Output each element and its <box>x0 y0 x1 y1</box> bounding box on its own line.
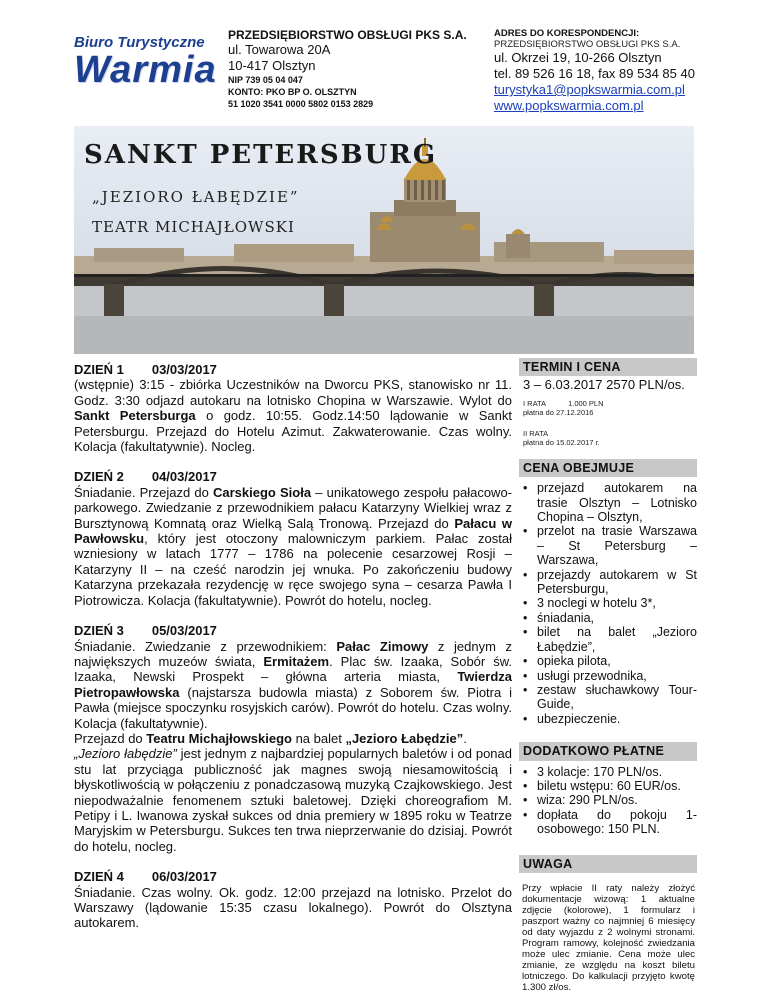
day-description: Śniadanie. Czas wolny. Ok. godz. 12:00 przejazd na lotnisko. Przelot do Warszawy (lądowanie 15:35 czasu lokalnego). Powrót do Olsztyna autokarem. <box>74 884 512 931</box>
list-item: • usługi przewodnika, <box>519 669 697 683</box>
day-label: DZIEŃ 2 <box>74 469 124 485</box>
includes-list <box>519 481 697 726</box>
day-1 <box>74 362 512 454</box>
day-2 <box>74 469 512 608</box>
extras-header: DODATKOWO PŁATNE <box>519 742 697 760</box>
extras-list <box>519 765 697 837</box>
company-logo <box>74 34 222 104</box>
correspondence-phone: tel. 89 526 16 18, fax 89 534 85 40 <box>494 66 695 81</box>
day-4 <box>74 869 512 931</box>
list-item: • opieka pilota, <box>519 654 697 668</box>
day-heading <box>74 869 512 884</box>
installment-2: II RATA płatna do 15.02.2017 r. <box>523 428 600 447</box>
list-item: • bilet na balet „Jezioro Łabędzie”, <box>519 625 697 654</box>
day-heading <box>74 362 512 377</box>
term-value: 3 – 6.03.2017 2570 PLN/os. <box>523 377 685 393</box>
correspondence-address <box>494 28 754 114</box>
list-item: • 3 kolacje: 170 PLN/os. <box>519 765 697 779</box>
list-item: • zestaw słuchawkowy Tour-Guide, <box>519 683 697 712</box>
banner-subtitle-ballet: „JEZIORO ŁABĘDZIE” <box>92 188 300 206</box>
list-item: • ubezpieczenie. <box>519 712 697 726</box>
day-heading <box>74 623 512 638</box>
logo-top-text: Biuro Turystyczne <box>74 34 205 51</box>
list-item: • dopłata do pokoju 1-osobowego: 150 PLN. <box>519 808 697 837</box>
includes-header: CENA OBEJMUJE <box>519 459 697 477</box>
day-date: 04/03/2017 <box>151 469 217 485</box>
day-label: DZIEŃ 4 <box>74 869 124 885</box>
logo-main-text: Warmia <box>74 49 217 91</box>
company-info <box>228 28 498 110</box>
term-header: TERMIN I CENA <box>519 358 697 376</box>
day-label: DZIEŃ 1 <box>74 362 124 377</box>
correspondence-header: ADRES DO KORESPONDENCJI: <box>494 28 640 39</box>
company-nip: NIP 739 05 04 047 <box>228 75 303 85</box>
day-3 <box>74 623 512 854</box>
banner-subtitle-theatre: TEATR MICHAJŁOWSKI <box>92 218 295 236</box>
day-date: 03/03/2017 <box>151 362 217 377</box>
banner-image <box>74 126 694 354</box>
list-item: • 3 noclegi w hotelu 3*, <box>519 596 697 610</box>
list-item: • przejazd autokarem na trasie Olsztyn – Lotnisko Chopina – Olsztyn, <box>519 481 697 524</box>
list-item: • wiza: 290 PLN/os. <box>519 793 697 807</box>
installment-1: I RATA 1.000 PLN płatna do 27.12.2016 <box>523 398 604 417</box>
list-item: • śniadania, <box>519 611 697 625</box>
email-link[interactable]: turystyka1@popkswarmia.com.pl <box>494 82 685 97</box>
warning-text: Przy wpłacie II raty należy złożyć dokumentacje wizową: 1 aktualne zdjęcie (kolorowe), 1 formularz i paszport ważny co najmniej 6 miesięcy od daty wyjazdu z 2 wolnymi stronami. Program ramowy, kolejność zwiedzania może ulec zmianie. Cena może ulec zmianie, ze względu na koszt biletu lotniczego. Do kalkulacji przyjęto kwotę 1.300 zł/os. <box>522 882 695 993</box>
day-description: Śniadanie. Przejazd do Carskiego Sioła – unikatowego zespołu pałacowo-parkowego. Zwiedzanie z przewodnikiem pałacu Katarzyny Wielkiej wraz z Bursztynową Komnatą oraz Wielką Salą Tronową. Przejazd do Pałacu w Pawłowsku, który jest otoczony malowniczym parkiem. Pałac został wzniesiony w latach 1777 – 1786 na polecenie cesarzowej Rosji – Katarzyny II – na cześć narodzin jej wnuka. Po zakończeniu budowy Katarzyna przekazała rezydencję w ręce swojego syna – cesarza Pawła I Piotrowicza. Kolacja (fakultatywnie). Powrót do hotelu, nocleg. <box>74 484 513 608</box>
itinerary <box>74 362 512 931</box>
list-item: • przelot na trasie Warszawa – St Petersburg – Warszawa, <box>519 524 697 567</box>
banner-title: SANKT PETERSBURG <box>84 140 438 170</box>
list-item: • biletu wstępu: 60 EUR/os. <box>519 779 697 793</box>
company-account: 51 1020 3541 0000 5802 0153 2829 <box>228 99 374 109</box>
correspondence-company: PRZEDSIĘBIORSTWO OBSŁUGI PKS S.A. <box>494 39 681 50</box>
company-konto: KONTO: PKO BP O. OLSZTYN <box>228 87 357 97</box>
company-city: 10-417 Olsztyn <box>228 58 316 73</box>
list-item: • przejazdy autokarem w St Petersburgu, <box>519 568 697 597</box>
day-description-ballet: Przejazd do Teatru Michajłowskiego na balet „Jezioro Łabędzie”. „Jezioro łabędzie” jest jednym z najbardziej popularnych baletów i od ponad stu lat przyciąga publiczność jak magnes swoją niesamowitością i błyskotliwością w połączeniu z ponadczasową muzyką Czajkowskiego. Jest niepodważalnie fenomenem sztuki baletowej. Dzięki choreografiom M. Petipy i L. Iwanowa zyskał sukces od dnia premiery w 1895 roku w Teatrze Maryjskim w Petersburgu. Sukces ten trwa nieprzerwanie do dzisiaj. Powrót do hotelu, nocleg. <box>74 730 512 854</box>
warning-header: UWAGA <box>519 855 697 873</box>
website-link[interactable]: www.popkswarmia.com.pl <box>494 98 644 113</box>
day-description: Śniadanie. Zwiedzanie z przewodnikiem: Pałac Zimowy z jednym z największych muzeów świata, Ermitażem. Plac św. Izaaka, Sobór św. Izaaka, Newski Prospekt – główna arteria miasta, Twierdza Pietropawłowska (najstarsza budowla miasta) z Soborem św. Piotra i Pawła (miejsce spoczynku rosyjskich carów). Powrót do hotelu. Czas wolny. Kolacja (fakultatywnie). <box>74 638 512 731</box>
company-name: PRZEDSIĘBIORSTWO OBSŁUGI PKS S.A. <box>228 28 467 42</box>
day-date: 05/03/2017 <box>151 623 217 639</box>
day-heading <box>74 469 512 484</box>
day-label: DZIEŃ 3 <box>74 623 124 639</box>
company-street: ul. Towarowa 20A <box>228 42 331 57</box>
correspondence-street: ul. Okrzei 19, 10-266 Olsztyn <box>494 50 662 65</box>
sidebar <box>519 358 697 993</box>
day-description: (wstępnie) 3:15 - zbiórka Uczestników na Dworcu PKS, stanowisko nr 11. Godz. 3:30 odjazd autokaru na lotnisko Chopina w Warszawie. Wylot do Sankt Petersburga o godz. 10:55. Godz.14:50 lądowanie w Sankt Petersburgu. Przejazd do Hotelu Azimut. Zakwaterowanie. Czas wolny. Kolacja (fakultatywnie). Nocleg. <box>74 377 513 455</box>
day-date: 06/03/2017 <box>151 869 217 885</box>
